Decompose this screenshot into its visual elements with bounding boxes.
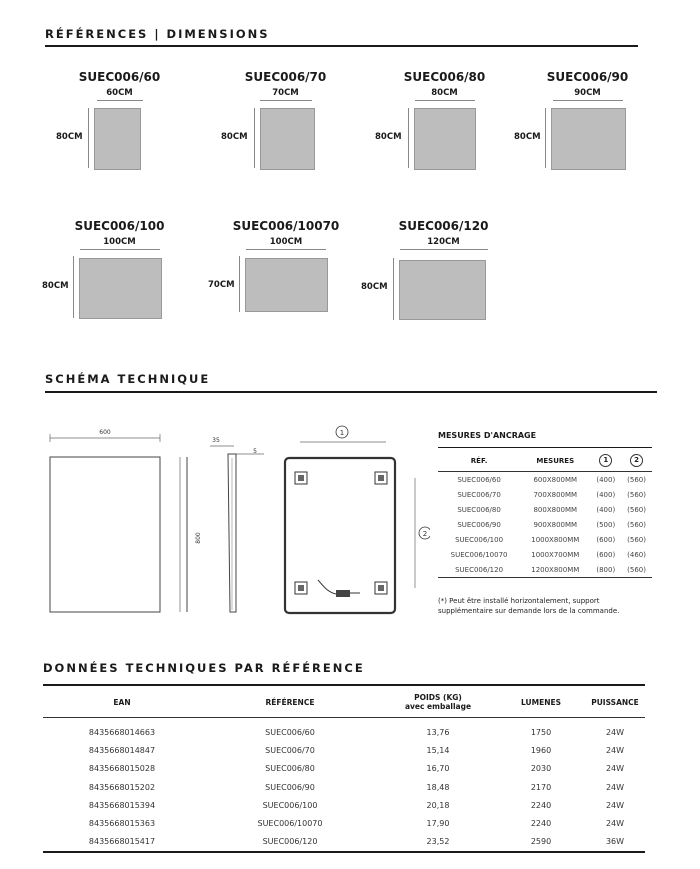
cell: (600) xyxy=(596,550,616,559)
mirror-shape xyxy=(414,108,476,170)
ref-height: 70CM xyxy=(208,280,235,290)
cell: SUEC006/100 xyxy=(262,800,318,810)
width-line xyxy=(553,100,623,101)
height-line xyxy=(88,108,89,168)
cell: (460) xyxy=(627,550,646,559)
ref-card xyxy=(232,219,340,250)
cell: 2170 xyxy=(530,782,552,792)
cell: (400) xyxy=(596,505,616,514)
anchorage-header-1 xyxy=(590,450,621,472)
cell: 1000X700MM xyxy=(531,550,580,559)
ref-name: SUEC006/70 xyxy=(244,70,327,84)
front-height-label: 800 xyxy=(195,532,202,544)
header-weight-label: POIDS (KG) xyxy=(414,693,462,702)
table-row xyxy=(43,718,645,742)
mirror-shape xyxy=(94,108,141,170)
cell: SUEC006/80 xyxy=(457,505,501,514)
technical-drawing xyxy=(40,420,430,625)
schema-title: SCHÉMA TECHNIQUE xyxy=(45,372,211,386)
cell: 16,70 xyxy=(426,764,450,774)
ref-name: SUEC006/80 xyxy=(403,70,486,84)
cell: SUEC006/80 xyxy=(265,764,315,774)
cell: 18,48 xyxy=(426,782,450,792)
cell: 24W xyxy=(605,782,625,792)
mirror-shape xyxy=(551,108,626,170)
ref-name: SUEC006/90 xyxy=(546,70,629,84)
cell: 24W xyxy=(605,800,625,810)
cell: 8435668014663 xyxy=(88,728,156,737)
width-line xyxy=(415,100,475,101)
mirror-shape xyxy=(79,258,162,319)
cell: (500) xyxy=(596,520,616,529)
cell: (600) xyxy=(596,535,616,544)
ref-width: 70CM xyxy=(272,88,299,98)
cell: 2030 xyxy=(530,764,552,774)
header-ref: RÉFÉRENCE xyxy=(265,697,315,707)
header-lumens: LUMENES xyxy=(521,697,561,707)
data-title: DONNÉES TECHNIQUES PAR RÉFÉRENCE xyxy=(43,661,365,675)
ref-name: SUEC006/120 xyxy=(398,219,489,233)
ref-height: 80CM xyxy=(42,281,69,291)
mirror-shape xyxy=(260,108,315,170)
height-line xyxy=(239,256,240,312)
cell: SUEC006/120 xyxy=(455,565,504,574)
ref-height: 80CM xyxy=(361,282,388,292)
cell: 8435668015028 xyxy=(88,764,156,774)
section-rule xyxy=(45,45,638,47)
ref-name: SUEC006/60 xyxy=(78,70,161,84)
width-line xyxy=(400,249,488,250)
side-offset-label: 5 xyxy=(253,448,257,455)
cell: 13,76 xyxy=(426,728,450,737)
anchorage-title: MESURES D'ANCRAGE xyxy=(438,431,537,440)
cell: (400) xyxy=(596,475,616,484)
cell: (560) xyxy=(627,490,646,499)
table-row xyxy=(43,814,645,832)
cell: SUEC006/10070 xyxy=(450,550,508,559)
table-row xyxy=(43,833,645,852)
header-weight-sub: avec emballage xyxy=(404,702,472,711)
cell: 8435668014847 xyxy=(88,746,156,756)
cell: SUEC006/70 xyxy=(265,746,315,756)
width-line xyxy=(97,100,143,101)
header-power: PUISSANCE xyxy=(591,697,639,707)
cell: (400) xyxy=(596,490,616,499)
cell: (560) xyxy=(627,565,646,574)
ref-width: 90CM xyxy=(574,88,601,98)
marker-2: 2 xyxy=(422,530,428,538)
cell: 24W xyxy=(605,728,625,737)
cell: 15,14 xyxy=(426,746,450,756)
anchorage-header-measures: MESURES xyxy=(536,456,575,465)
ref-width: 120CM xyxy=(427,237,460,247)
mirror-shape xyxy=(399,260,486,320)
cell: (560) xyxy=(627,475,646,484)
table-row xyxy=(43,778,645,796)
anchorage-header-ref: RÉF. xyxy=(470,456,488,465)
ref-card xyxy=(72,219,167,250)
front-width-label: 600 xyxy=(99,429,111,436)
anchorage-table xyxy=(438,450,652,578)
mirror-shape xyxy=(245,258,328,312)
references-title: RÉFÉRENCES | DIMENSIONS xyxy=(45,27,270,41)
cell: 700X800MM xyxy=(533,490,578,499)
section-rule xyxy=(43,684,645,686)
cell: 24W xyxy=(605,746,625,756)
ref-height: 80CM xyxy=(56,132,83,142)
anchorage-header-2 xyxy=(621,450,652,472)
ref-name: SUEC006/10070 xyxy=(232,219,340,233)
cell: 2240 xyxy=(530,800,552,810)
ref-card xyxy=(396,219,491,250)
cell: 1000X800MM xyxy=(531,535,580,544)
table-row xyxy=(43,760,645,778)
ref-card xyxy=(397,70,492,101)
cell: SUEC006/10070 xyxy=(257,818,323,828)
cell: 600X800MM xyxy=(533,475,578,484)
table-row xyxy=(438,532,652,547)
tech-header-row xyxy=(43,687,645,718)
cell: (560) xyxy=(627,520,646,529)
cell: SUEC006/120 xyxy=(262,837,318,847)
section-rule xyxy=(45,391,657,393)
cell: 17,90 xyxy=(426,818,450,828)
ref-width: 100CM xyxy=(103,237,136,247)
cell: SUEC006/70 xyxy=(457,490,501,499)
cell: 2240 xyxy=(530,818,552,828)
cell: 1200X800MM xyxy=(531,565,580,574)
cell: (560) xyxy=(627,505,646,514)
cell: (800) xyxy=(596,565,616,574)
cell: SUEC006/100 xyxy=(455,535,504,544)
ref-height: 80CM xyxy=(375,132,402,142)
cell: SUEC006/90 xyxy=(457,520,501,529)
height-line xyxy=(254,108,255,168)
side-depth-label: 35 xyxy=(212,437,220,444)
table-rule xyxy=(438,447,652,448)
marker-2-badge: 2 xyxy=(630,454,643,467)
cell: 24W xyxy=(605,764,625,774)
table-row xyxy=(438,472,652,488)
tech-table xyxy=(43,687,645,853)
cell: 20,18 xyxy=(426,800,450,810)
marker-1: 1 xyxy=(339,429,345,437)
table-row xyxy=(43,796,645,814)
table-row xyxy=(438,562,652,578)
anchorage-note: (*) Peut être installé horizontalement, support supplémentaire sur demande lors de la commande. xyxy=(438,597,620,615)
cell: 800X800MM xyxy=(533,505,578,514)
table-row xyxy=(438,547,652,562)
ref-card xyxy=(540,70,635,101)
cell: 8435668015363 xyxy=(88,818,156,828)
cell: 1960 xyxy=(530,746,552,756)
ref-card xyxy=(72,70,167,101)
cell: 36W xyxy=(605,837,625,847)
ref-width: 80CM xyxy=(431,88,458,98)
cell: SUEC006/90 xyxy=(265,782,315,792)
anchorage-header-row xyxy=(438,450,652,472)
ref-height: 80CM xyxy=(514,132,541,142)
table-row xyxy=(438,517,652,532)
cell: (560) xyxy=(627,535,646,544)
cell: 8435668015394 xyxy=(88,800,156,810)
height-line xyxy=(408,108,409,168)
table-row xyxy=(438,502,652,517)
width-line xyxy=(80,249,160,250)
cell: SUEC006/60 xyxy=(265,728,315,737)
height-line xyxy=(545,108,546,168)
ref-card xyxy=(238,70,333,101)
ref-width: 60CM xyxy=(106,88,133,98)
cell: 23,52 xyxy=(426,837,450,847)
header-weight xyxy=(379,687,497,718)
width-line xyxy=(260,100,312,101)
cell: 24W xyxy=(605,818,625,828)
table-row xyxy=(438,487,652,502)
marker-1-badge: 1 xyxy=(599,454,612,467)
height-line xyxy=(393,258,394,320)
cell: 8435668015417 xyxy=(88,837,156,847)
ref-width: 100CM xyxy=(269,237,303,247)
ref-height: 80CM xyxy=(221,132,248,142)
cell: 2590 xyxy=(530,837,552,847)
height-line xyxy=(73,256,74,318)
cell: SUEC006/60 xyxy=(457,475,501,484)
table-row xyxy=(43,742,645,760)
width-line xyxy=(246,249,326,250)
cell: 1750 xyxy=(530,728,552,737)
cell: 8435668015202 xyxy=(88,782,156,792)
cell: 900X800MM xyxy=(533,520,578,529)
ref-name: SUEC006/100 xyxy=(74,219,165,233)
header-ean: EAN xyxy=(113,697,131,707)
